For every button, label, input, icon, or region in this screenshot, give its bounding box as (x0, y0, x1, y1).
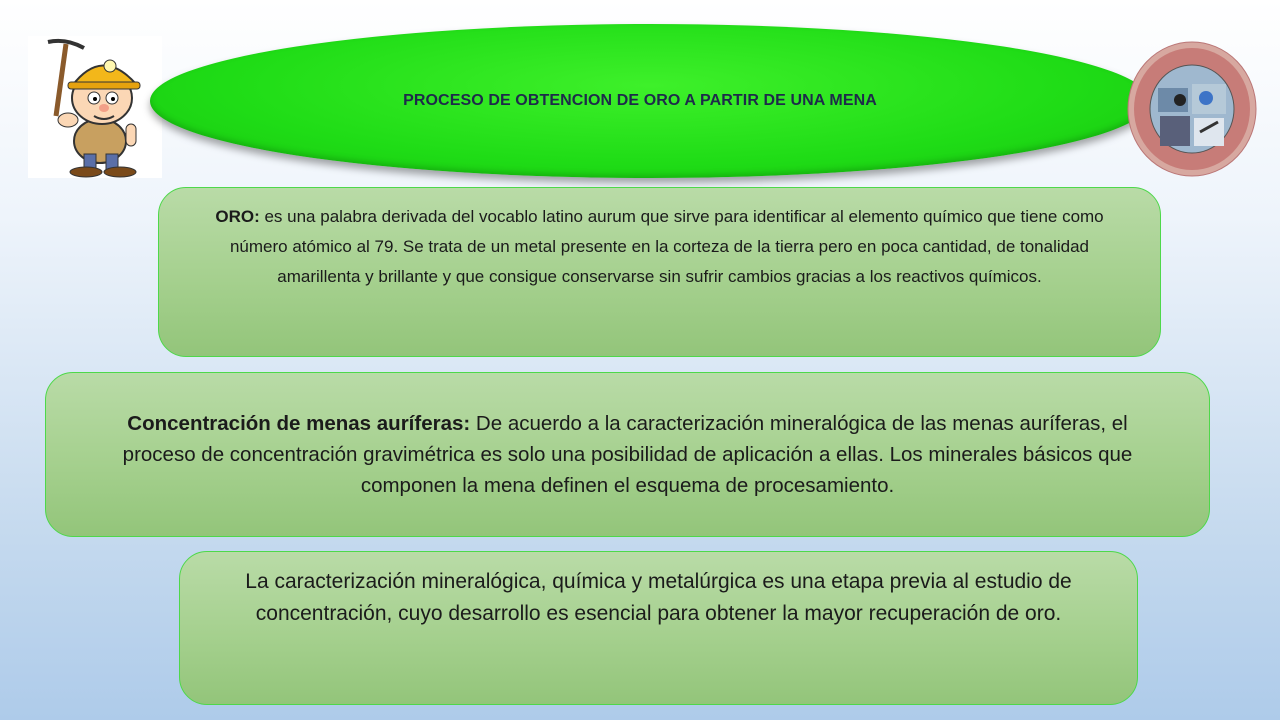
definition-box-oro (158, 187, 1161, 357)
box2-text: De acuerdo a la caracterización mineralógica de las menas auríferas, el proceso de concentración gravimétrica es solo una posibilidad de aplicación a ellas. Los minerales básicos que componen la mena definen el esquema de procesamiento. (122, 412, 1133, 497)
concentration-box (45, 372, 1210, 537)
mining-engineering-seal-icon (1126, 40, 1259, 178)
page-title: PROCESO DE OBTENCION DE ORO A PARTIR DE UNA MENA (403, 92, 877, 109)
box3-text: La caracterización mineralógica, química y metalúrgica es una etapa previa al estudio de concentración, cuyo desarrollo es esencial para obtener la mayor recuperación de oro. (245, 570, 1072, 625)
box1-lead: ORO: (215, 207, 260, 226)
characterization-box (179, 551, 1138, 705)
box2-lead: Concentración de menas auríferas: (127, 412, 471, 435)
miner-cartoon-icon (28, 36, 162, 178)
box1-text: es una palabra derivada del vocablo latino aurum que sirve para identificar al elemento químico que tiene como número atómico al 79. Se trata de un metal presente en la corteza de la tierra pero en poca cantidad, de tonalidad amarillenta y brillante y que consigue conservarse sin sufrir cambios gracias a los reactivos químicos. (229, 207, 1104, 286)
title-banner (150, 24, 1150, 178)
